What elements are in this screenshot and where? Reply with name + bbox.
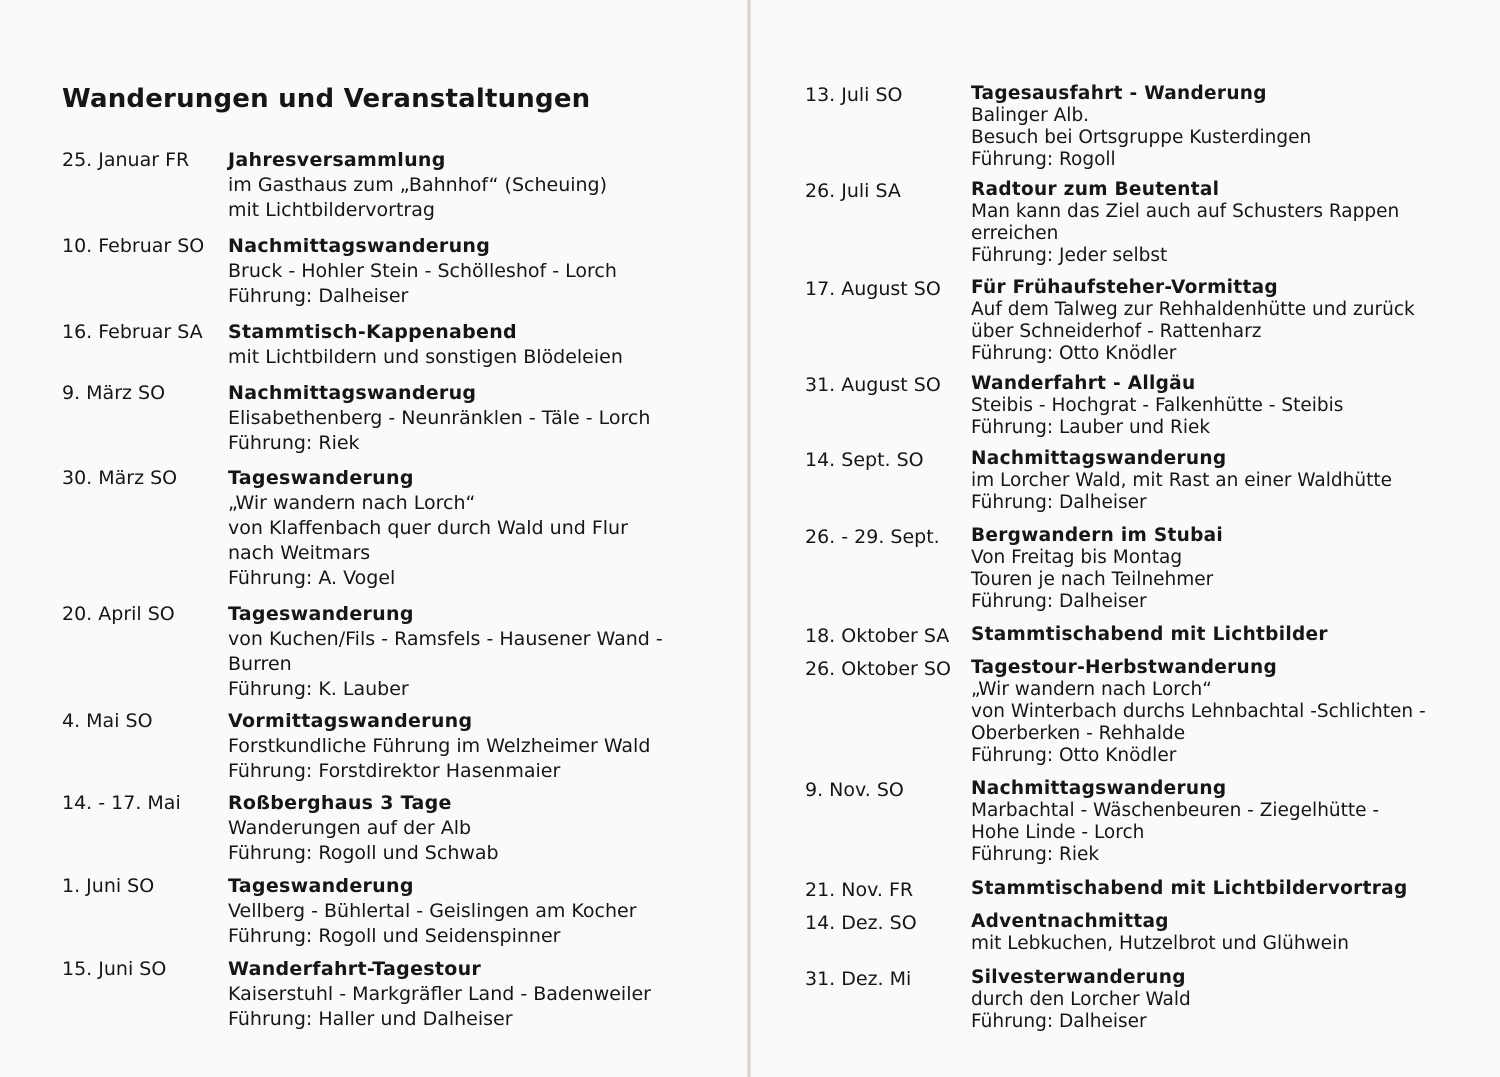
- event-title: Vormittagswanderung: [228, 710, 473, 732]
- event-line: Führung: Otto Knödler: [971, 745, 1177, 766]
- event-line: Führung: Lauber und Riek: [971, 417, 1211, 438]
- event-title: Tagesausfahrt - Wanderung: [971, 83, 1267, 104]
- event-title: Wanderfahrt - Allgäu: [971, 373, 1196, 394]
- event-date: 21. Nov. FR: [805, 879, 914, 901]
- event-date: 26. Juli SA: [805, 180, 901, 202]
- event-details: [971, 448, 1392, 514]
- event-details: [228, 709, 650, 784]
- event-line: Burren: [228, 653, 292, 675]
- event-title: Wanderfahrt-Tagestour: [228, 958, 482, 980]
- event-title: Nachmittagswanderung: [971, 448, 1227, 469]
- event-line: Besuch bei Ortsgruppe Kusterdingen: [971, 127, 1312, 148]
- event-line: Steibis - Hochgrat - Falkenhütte - Steibis: [971, 395, 1344, 416]
- event-details: [228, 466, 628, 591]
- event-line: Führung: Dalheiser: [971, 492, 1147, 513]
- event-title: Jahresversammlung: [228, 149, 446, 171]
- event-details: [228, 234, 617, 309]
- event-line: nach Weitmars: [228, 542, 371, 564]
- event-date: 9. März SO: [62, 382, 166, 404]
- event-details: [228, 791, 499, 866]
- event-line: mit Lebkuchen, Hutzelbrot und Glühwein: [971, 933, 1349, 954]
- event-title: Nachmittagswanderung: [228, 235, 491, 257]
- event-title: Tagestour-Herbstwanderung: [971, 657, 1278, 678]
- event-line: von Kuchen/Fils - Ramsfels - Hausener Wand -: [228, 628, 663, 650]
- event-title: Tageswanderung: [228, 875, 414, 897]
- event-details: [971, 179, 1399, 267]
- page-title: Wanderungen und Veranstaltungen: [62, 84, 591, 114]
- event-line: Elisabethenberg - Neunränklen - Täle - Lorch: [228, 407, 651, 429]
- event-line: mit Lichtbildervortrag: [228, 199, 435, 221]
- event-title: Stammtischabend mit Lichtbildervortrag: [971, 878, 1408, 899]
- event-line: Von Freitag bis Montag: [971, 547, 1183, 568]
- event-line: erreichen: [971, 223, 1059, 244]
- event-date: 31. August SO: [805, 374, 941, 396]
- event-details: [971, 525, 1223, 613]
- event-line: Auf dem Talweg zur Rehhaldenhütte und zurück: [971, 299, 1415, 320]
- event-details: [228, 320, 623, 370]
- event-date: 17. August SO: [805, 278, 941, 300]
- event-title: Adventnachmittag: [971, 911, 1169, 932]
- event-line: Führung: Riek: [228, 432, 360, 454]
- event-line: von Klaffenbach quer durch Wald und Flur: [228, 517, 628, 539]
- event-line: Führung: Rogoll und Seidenspinner: [228, 925, 561, 947]
- event-details: [971, 911, 1349, 955]
- page-fold: [747, 0, 751, 1077]
- event-line: über Schneiderhof - Rattenharz: [971, 321, 1262, 342]
- event-details: [971, 373, 1343, 439]
- event-line: Bruck - Hohler Stein - Schöllеshof - Lorch: [228, 260, 617, 282]
- event-details: [971, 83, 1311, 171]
- event-date: 16. Februar SA: [62, 321, 203, 343]
- event-details: [971, 778, 1379, 866]
- event-title: Radtour zum Beutental: [971, 179, 1220, 200]
- event-line: Führung: Riek: [971, 844, 1100, 865]
- event-details: [971, 657, 1426, 767]
- event-line: Marbachtal - Wäschenbeuren - Ziegelhütte -: [971, 800, 1380, 821]
- event-title: Für Frühaufsteher-Vormittag: [971, 277, 1278, 298]
- event-title: Tageswanderung: [228, 467, 414, 489]
- event-details: [228, 602, 663, 702]
- event-line: Führung: K. Lauber: [228, 678, 409, 700]
- event-line: „Wir wandern nach Lorch“: [971, 679, 1212, 700]
- event-line: mit Lichtbildern und sonstigen Blödeleien: [228, 346, 623, 368]
- event-details: [971, 624, 1328, 646]
- event-line: Führung: Dalheiser: [971, 591, 1147, 612]
- event-date: 20. April SO: [62, 603, 175, 625]
- event-line: Balinger Alb.: [971, 105, 1090, 126]
- event-title: Roßberghaus 3 Tage: [228, 792, 452, 814]
- event-date: 13. Juli SO: [805, 84, 903, 106]
- event-date: 26. Oktober SO: [805, 658, 951, 680]
- event-date: 30. März SO: [62, 467, 178, 489]
- event-details: [228, 381, 650, 456]
- event-line: Führung: Rogoll: [971, 149, 1116, 170]
- event-title: Stammtischabend mit Lichtbilder: [971, 624, 1328, 645]
- event-line: durch den Lorcher Wald: [971, 989, 1191, 1010]
- event-line: Kaiserstuhl - Markgräfler Land - Badenweiler: [228, 983, 651, 1005]
- event-title: Silvesterwanderung: [971, 967, 1186, 988]
- event-date: 26. - 29. Sept.: [805, 526, 940, 548]
- event-date: 1. Juni SO: [62, 875, 155, 897]
- event-details: [228, 148, 607, 223]
- event-line: Führung: Dalheiser: [971, 1011, 1147, 1032]
- event-line: Vellberg - Bühlertal - Geislingen am Kocher: [228, 900, 637, 922]
- event-details: [228, 874, 637, 949]
- event-date: 4. Mai SO: [62, 710, 153, 732]
- event-date: 15. Juni SO: [62, 958, 167, 980]
- event-title: Nachmittagswanderug: [228, 382, 477, 404]
- event-date: 14. Sept. SO: [805, 449, 924, 471]
- event-line: Touren je nach Teilnehmer: [971, 569, 1214, 590]
- event-line: Führung: Jeder selbst: [971, 245, 1168, 266]
- event-line: von Winterbach durchs Lehnbachtal -Schlichten -: [971, 701, 1426, 722]
- event-line: Führung: A. Vogel: [228, 567, 396, 589]
- event-details: [971, 878, 1408, 900]
- event-line: Führung: Rogoll und Schwab: [228, 842, 499, 864]
- event-date: 25. Januar FR: [62, 149, 190, 171]
- event-details: [971, 967, 1191, 1033]
- event-date: 9. Nov. SO: [805, 779, 904, 801]
- event-title: Stammtisch-Kappenabend: [228, 321, 517, 343]
- event-details: [228, 957, 651, 1032]
- event-line: Führung: Otto Knödler: [971, 343, 1177, 364]
- event-line: Man kann das Ziel auch auf Schusters Rappen: [971, 201, 1400, 222]
- event-date: 10. Februar SO: [62, 235, 205, 257]
- event-details: [971, 277, 1415, 365]
- event-title: Bergwandern im Stubai: [971, 525, 1224, 546]
- event-line: Führung: Forstdirektor Hasenmaier: [228, 760, 561, 782]
- event-line: im Gasthaus zum „Bahnhof“ (Scheuing): [228, 174, 608, 196]
- event-date: 31. Dez. Mi: [805, 968, 912, 990]
- event-line: Hohe Linde - Lorch: [971, 822, 1145, 843]
- event-title: Tageswanderung: [228, 603, 414, 625]
- event-line: Oberberken - Rehhalde: [971, 723, 1186, 744]
- event-date: 18. Oktober SA: [805, 625, 950, 647]
- event-line: Forstkundliche Führung im Welzheimer Wald: [228, 735, 651, 757]
- event-title: Nachmittagswanderung: [971, 778, 1227, 799]
- event-line: im Lorcher Wald, mit Rast an einer Waldhütte: [971, 470, 1392, 491]
- event-line: Führung: Haller und Dalheiser: [228, 1008, 513, 1030]
- event-line: Führung: Dalheiser: [228, 285, 409, 307]
- event-date: 14. Dez. SO: [805, 912, 917, 934]
- event-date: 14. - 17. Mai: [62, 792, 181, 814]
- event-line: „Wir wandern nach Lorch“: [228, 492, 476, 514]
- event-line: Wanderungen auf der Alb: [228, 817, 472, 839]
